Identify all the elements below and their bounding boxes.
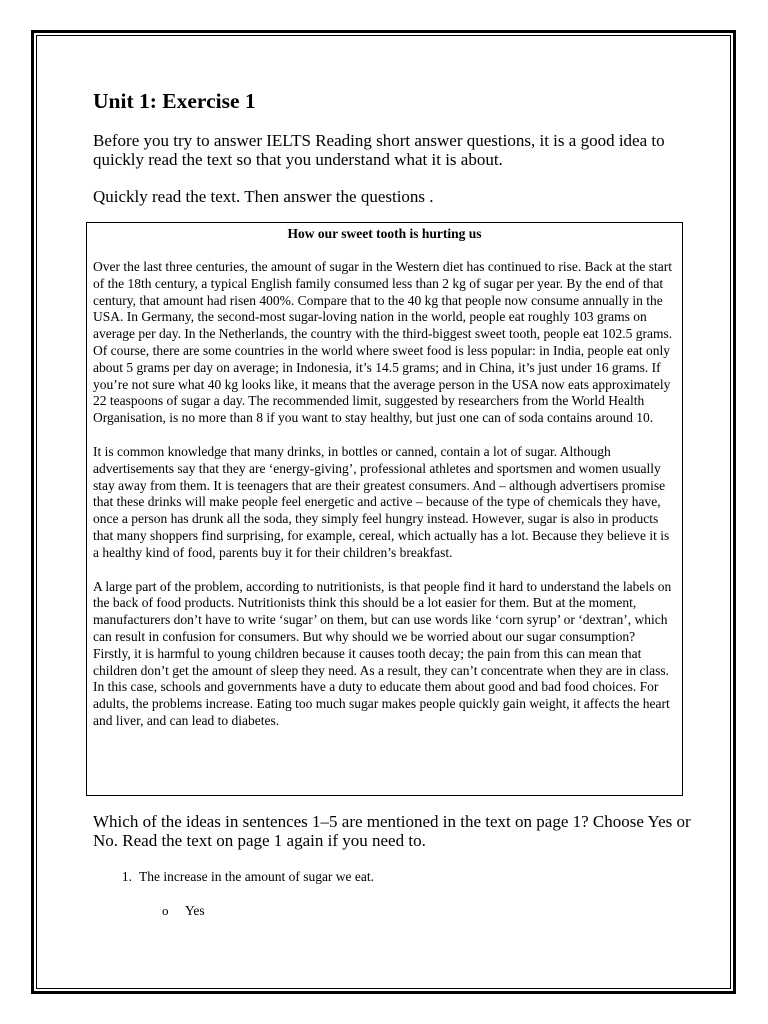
question-item [93, 868, 693, 885]
exercise-header [93, 87, 693, 206]
reading-passage-box [86, 222, 683, 796]
intro-text: Before you try to answer IELTS Reading short answer questions, it is a good idea to quickly read the text so that you understand what it is about. [93, 131, 665, 169]
question-list [93, 868, 693, 919]
question-number: 1. [121, 869, 132, 884]
page-title: Unit 1: Exercise 1 [93, 89, 256, 113]
option-label: Yes [185, 903, 205, 918]
reading-paragraph-2: It is common knowledge that many drinks, in bottles or canned, contain a lot of sugar. Although advertisements say that they are ‘energy-giving’, professional athletes and sportsmen and women usually stay away from them. It is teenagers that are their greatest consumers. And – although advertisers promise that these drinks will make people feel energetic and active – because of the type of chemicals they have, once a person has drunk all the soda, they simply feel hungry instead. However, sugar is also in products that many shoppers find surprising, for example, cereal, which actually has a lot. Because they believe it is a healthy kind of food, parents buy it for their children’s breakfast. [93, 443, 670, 560]
option-bullet-icon: o [162, 903, 169, 918]
reading-paragraph-3: A large part of the problem, according to nutritionists, is that people find it hard to understand the labels on the back of food products. Nutritionists think this should be a lot easier for them. But at the moment, manufacturers don’t have to write ‘sugar’ on them, but can use words like ‘corn syrup’ or ‘dextran’, which can result in confusion for consumers. But why should we be worried about our sugar consumption? Firstly, it is harmful to young children because it causes tooth decay; the pain from this can mean that children don’t get the amount of sleep they need. As a result, they can’t concentrate when they are in class. In this case, schools and governments have a duty to educate them about good and bad food choices. For adults, the problems increase. Eating too much sugar makes people quickly gain weight, it affects the heart and liver, and can lead to diabetes. [93, 578, 672, 728]
reading-title: How our sweet tooth is hurting us [287, 226, 482, 241]
instruction-text: Quickly read the text. Then answer the questions . [93, 187, 434, 206]
questions-intro: Which of the ideas in sentences 1–5 are mentioned in the text on page 1? Choose Yes or No. Read the text on page 1 again if you need to. [93, 812, 691, 850]
answer-option-yes[interactable] [93, 902, 693, 919]
questions-section [93, 812, 693, 919]
reading-paragraph-1: Over the last three centuries, the amount of sugar in the Western diet has continued to rise. Back at the start of the 18th century, a typical English family consumed less than 2 kg of sugar per year. By the end of that century, that amount had risen 400%. Compare that to the 40 kg that people now consume annually in the USA. In Germany, the second-most sugar-loving nation in the world, people eat roughly 103 grams on average per day. In the Netherlands, the country with the third-biggest sweet tooth, people eat 102.5 grams. Of course, there are some countries in the world where sweet food is less popular: in India, people eat only about 5 grams per day on average; in Indonesia, it’s 14.5 grams; and in China, it’s just under 16 grams. If you’re not sure what 40 kg looks like, it means that the average person in the USA now eats approximately 22 teaspoons of sugar a day. The recommended limit, suggested by researchers from the World Health Organisation, is no more than 8 if you want to stay healthy, but just one can of soda contains around 10. [93, 259, 673, 426]
question-text: The increase in the amount of sugar we eat. [139, 869, 375, 884]
